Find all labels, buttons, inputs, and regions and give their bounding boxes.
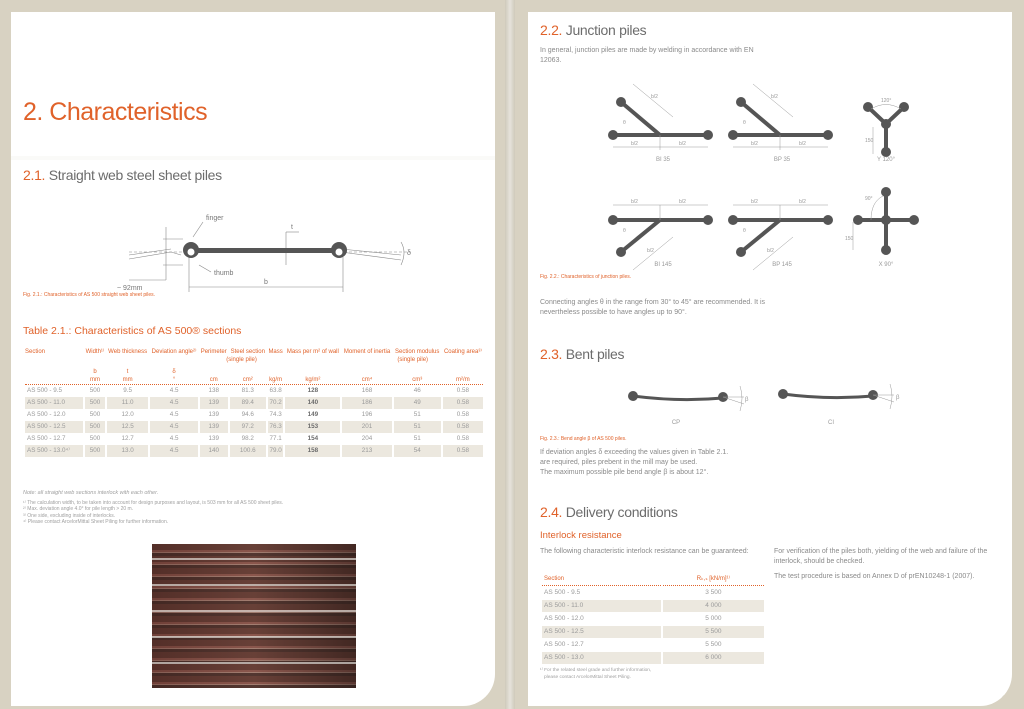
figure-caption-2-1: Fig. 2.1.: Characteristics of AS 500 straight web sheet piles. [23, 292, 156, 298]
svg-text:b/2: b/2 [651, 94, 658, 100]
table-row: AS 500 - 9.5 3 500 [544, 589, 722, 596]
table-row: AS 500 - 12.5 500 12.5 4.5 139 97.2 76.3 153 201 51 0.58 [25, 421, 483, 433]
bent-pile-text: If deviation angles δ exceeding the values given in Table 2.1. are required, piles prebent in the mill may be used. The maximum possible pile bend angle β is about 12°. [540, 449, 729, 476]
figure-label-bi145: BI 145 [654, 262, 672, 268]
svg-text:thumb: thumb [214, 270, 234, 277]
table-row: AS 500 - 11.0 4 000 [542, 600, 764, 612]
interlock-resistance-table: Section Rₖ,ₛ [kN/m]¹⁾ AS 500 - 9.5 3 500 AS 500 - 11.0 4 000 AS 500 - 12.0 5 000 AS 500 - 12.5 5 500 AS 500 - 12.7 5 500 AS 500 - 13.0 6 000 [540, 572, 766, 665]
page-number: 6 [1002, 696, 1006, 702]
svg-text:b/2: b/2 [799, 141, 806, 147]
interlock-resistance-heading: Interlock resistance [540, 530, 622, 541]
page-gutter [505, 0, 515, 709]
test-procedure-text: The test procedure is based on Annex D of prEN10248-1 (2007). [774, 573, 975, 580]
right-page [528, 12, 1012, 706]
table-row: AS 500 - 13.0 6 000 [542, 652, 764, 664]
svg-text:b/2: b/2 [679, 141, 686, 147]
figure-label-bp145: BP 145 [772, 262, 792, 268]
section-strip [11, 156, 495, 160]
svg-text:~ 92mm: ~ 92mm [117, 285, 143, 292]
svg-text:b/2: b/2 [631, 199, 638, 205]
svg-text:150: 150 [845, 236, 854, 242]
figure-caption-2-3: Fig. 2.3.: Bend angle β of AS 500 piles. [540, 436, 627, 442]
section-title-2-3: 2.3. Bent piles [540, 346, 625, 362]
section-title-2-1: 2.1. Straight web steel sheet piles [23, 167, 222, 183]
svg-text:120°: 120° [881, 98, 892, 104]
svg-text:b/2: b/2 [767, 248, 774, 254]
svg-text:b/2: b/2 [679, 199, 686, 205]
table-row: AS 500 - 11.0 500 11.0 4.5 139 89.4 70.2 140 186 49 0.58 [25, 397, 483, 409]
characteristics-table: Section Width¹⁾ Web thickness Deviation angle²⁾ Perimeter Steel section Mass Mass per m² of wall Moment of inertia Section modulus Coating area³⁾ (single pile) (single pile) b t δ mm mm ° cm cm² kg/m kg/m² cm⁴ cm³ m²/m AS 500 - 9.5 500 9.5 4.5 138 81.3 63.8 128 168 46 0.58 AS 500 - 11.0 500 11.0 4.5 139 89.4 70.2 140 186 49 0.58 AS 500 - 12.0 500 12.0 4.5 139 94.6 74.3 149 196 51 0.58 AS 500 - 12.5 500 12.5 4.5 139 97.2 76.3 153 201 51 0.58 AS 500 - 12.7 500 12.7 4.5 139 98.2 77.1 154 204 51 0.58 AS 500 - 13.0⁴⁾ 500 13.0 4.5 140 100.6 79.0 158 213 54 0.58 [23, 348, 485, 457]
svg-text:b: b [264, 279, 268, 286]
group-label-single-pile: (single pile) [226, 357, 257, 363]
junction-pile-diagrams [603, 72, 933, 282]
svg-text:b/2: b/2 [751, 199, 758, 205]
table-row: AS 500 - 13.0⁴⁾ 500 13.0 4.5 140 100.6 79.0 158 213 54 0.58 [25, 445, 483, 457]
bent-pile-diagrams [628, 384, 918, 424]
svg-text:θ: θ [743, 120, 746, 126]
svg-text:t: t [291, 224, 293, 231]
interlock-footnote: ¹⁾ For the related steel grade and further information, please contact ArcelorMittal Sheet Piling. [540, 668, 652, 680]
table-row: AS 500 - 12.0 500 12.0 4.5 139 94.6 74.3 149 196 51 0.58 [27, 411, 470, 418]
figure-label-bi35: BI 35 [655, 157, 670, 163]
svg-text:θ: θ [623, 228, 626, 234]
sheet-pile-stack-photo [152, 544, 356, 688]
table-row: AS 500 - 9.5 500 9.5 4.5 138 81.3 63.8 128 168 46 0.58 [27, 387, 470, 394]
figure-label-bp35: BP 35 [773, 157, 791, 163]
svg-text:β: β [745, 397, 749, 403]
svg-text:b/2: b/2 [631, 141, 638, 147]
svg-text:150: 150 [865, 138, 874, 144]
verification-text: For verification of the piles both, yielding of the web and failure of the interlock, should be checked. [774, 548, 988, 565]
junction-intro: In general, junction piles are made by welding in accordance with EN 12063. [540, 47, 754, 64]
straight-web-pile-diagram [111, 197, 421, 297]
figure-label-y120: Y 120° [877, 157, 895, 163]
table-row: AS 500 - 12.7 500 12.7 4.5 139 98.2 77.1 154 204 51 0.58 [27, 435, 470, 442]
table-title-2-1: Table 2.1.: Characteristics of AS 500® sections [23, 325, 242, 337]
table-row: AS 500 - 12.7 5 500 [544, 641, 722, 648]
chapter-title: 2. Characteristics [23, 98, 208, 126]
left-page [11, 12, 495, 706]
figure-label-x90: X 90° [878, 262, 894, 268]
figure-label-cp: CP [671, 420, 681, 426]
interlock-intro: The following characteristic interlock resistance can be guaranteed: [540, 548, 749, 555]
table-row: AS 500 - 12.0 5 000 [544, 615, 722, 622]
table-notes: Note: all straight web sections interlock with each other. ¹⁾ The calculation width, to be taken into account for design purposes and layout, is 503 mm for all AS 500 sheet piles. ²⁾ Max. deviation angle 4.0° for pile length > 20 m. ³⁾ One side, excluding inside of interlocks. ⁴⁾ Please contact ArcelorMittal Sheet Piling for further information. [23, 490, 284, 525]
svg-text:b/2: b/2 [799, 199, 806, 205]
section-title-2-4: 2.4. Delivery conditions [540, 504, 678, 520]
group-label-single-pile: (single pile) [397, 357, 429, 363]
table-row: AS 500 - 12.5 5 500 [542, 626, 764, 638]
svg-text:θ: θ [743, 228, 746, 234]
svg-text:finger: finger [206, 215, 224, 222]
figure-caption-2-2: Fig. 2.2.: Characteristics of junction piles. [540, 274, 632, 280]
svg-text:b/2: b/2 [751, 141, 758, 147]
section-title-2-2: 2.2. Junction piles [540, 22, 647, 38]
svg-text:θ: θ [623, 120, 626, 126]
figure-label-ci: CI [828, 420, 834, 426]
svg-text:90°: 90° [865, 196, 873, 202]
junction-angle-text: Connecting angles θ in the range from 30° to 45° are recommended. It is nevertheless possible to have angles up to 90°. [540, 299, 766, 316]
svg-text:β: β [896, 395, 900, 401]
svg-text:δ: δ [407, 250, 411, 257]
svg-text:b/2: b/2 [771, 94, 778, 100]
svg-text:b/2: b/2 [647, 248, 654, 254]
page-number: 5 [486, 696, 490, 702]
